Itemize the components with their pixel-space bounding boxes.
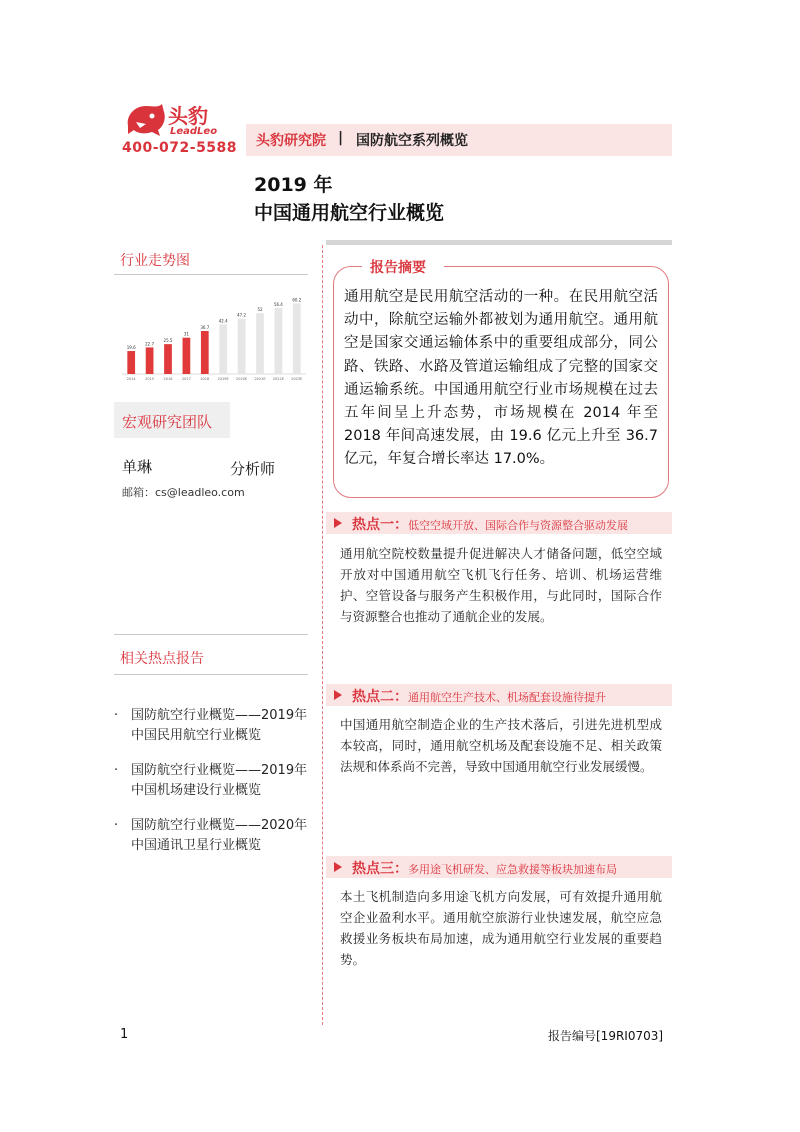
bullet-icon: ·	[114, 708, 119, 723]
chart-tick-label: 2016	[163, 377, 173, 381]
chart-bar	[219, 324, 227, 374]
chart-tick-label: 2019E	[217, 377, 229, 381]
chart-bar	[164, 344, 172, 374]
chart-data-label: 56.4	[273, 301, 283, 307]
chart-data-label: 31	[183, 331, 189, 337]
related-heading-rule	[114, 674, 308, 675]
chart-tick-label: 2021E	[254, 377, 266, 381]
hot-point-2-header	[326, 684, 672, 706]
related-report-item[interactable]	[114, 816, 314, 856]
hot-point-2-text: 中国通用航空制造企业的生产技术落后，引进先进机型成本较高，同时，通用航空机场及配套设施不足、相关政策法规和体系尚不完善，导致中国通用航空行业发展缓慢。	[340, 717, 662, 774]
hot-point-3-text: 本土飞机制造向多用途飞机方向发展，可有效提升通用航空企业盈利水平。通用航空旅游行业快速发展，航空应急救援业务板块布局加速，成为通用航空行业发展的重要趋势。	[340, 889, 662, 967]
analyst-email[interactable]: 邮箱：cs@leadleo.com	[122, 486, 245, 499]
chart-bar	[238, 319, 246, 374]
chart-tick-label: 2015	[145, 377, 155, 381]
hot-point-1-text: 通用航空院校数量提升促进解决人才储备问题，低空空域开放对中国通用航空飞机飞行任务、培训、机场运营维护、空管设备与服务产生积极作用，与此同时，国际合作与资源整合也推动了通航企业的发展。	[340, 546, 662, 624]
chart-bar	[127, 351, 135, 374]
chart-tick-label: 2023E	[291, 377, 303, 381]
column-divider	[322, 245, 323, 1025]
hot-point-1-subtitle: 低空空域开放、国际合作与资源整合驱动发展	[408, 519, 628, 532]
title-divider	[326, 240, 672, 245]
chart-bar	[256, 313, 264, 374]
report-title-year: 2019 年	[254, 174, 333, 196]
hot-point-2-subtitle: 通用航空生产技术、机场配套设施待提升	[408, 691, 606, 704]
org-name: 头豹研究院	[256, 133, 326, 149]
related-heading: 相关热点报告	[120, 651, 204, 667]
logo-english-text: LeadLeo	[170, 126, 218, 137]
chart-data-label: 52	[257, 307, 263, 313]
hot-point-1-label: 热点一：	[352, 517, 408, 533]
chevron-icon	[332, 689, 344, 701]
page-number: 1	[120, 1027, 129, 1042]
hot-point-1-header	[326, 512, 672, 534]
chart-data-label: 36.7	[200, 325, 210, 331]
related-report-item[interactable]	[114, 761, 314, 801]
chart-bar	[146, 347, 154, 374]
summary-text: 通用航空是民用航空活动的一种。在民用航空活动中，除航空运输外都被划为通用航空。通用航空是国家交通运输体系中的重要组成部分，同公路、铁路、水路及管道运输组成了完整的国家交通运输系统。中国通用航空行业市场规模在过去五年间呈上升态势，市场规模在 2014 年至 2018 年间高速发展，由 19.6 亿元上升至 36.7 亿元，年复合增长率达 17.0%。	[344, 289, 658, 468]
related-report-title[interactable]: 国防航空行业概览——2019年中国机场建设行业概览	[131, 763, 308, 798]
hot-point-2-label: 热点二：	[352, 689, 408, 705]
related-top-rule	[114, 634, 308, 635]
chart-bar	[275, 308, 283, 374]
chart-data-label: 42.4	[218, 318, 228, 324]
leadleo-logo-icon	[122, 100, 168, 140]
chart-data-label: 22.7	[145, 341, 155, 347]
chart-tick-label: 2022E	[272, 377, 284, 381]
hot-point-3-label: 热点三：	[352, 861, 408, 877]
summary-tag: 报告摘要	[370, 260, 426, 276]
chart-data-label: 25.5	[163, 338, 173, 344]
chart-tick-label: 2018	[200, 377, 210, 381]
chart-bar	[183, 338, 191, 374]
chart-data-label: 19.6	[126, 345, 136, 351]
chart-tick-label: 2014	[126, 377, 136, 381]
related-report-list	[114, 706, 314, 871]
report-title: 中国通用航空行业概览	[254, 202, 445, 224]
chevron-icon	[332, 861, 344, 873]
related-report-title[interactable]: 国防航空行业概览——2020年中国通讯卫星行业概览	[131, 818, 308, 853]
bullet-icon: ·	[114, 818, 119, 833]
hot-point-3-subtitle: 多用途飞机研发、应急救援等板块加速布局	[408, 863, 617, 876]
chart-bar	[293, 303, 301, 374]
trend-chart-thumbnail	[114, 284, 314, 394]
phone-number: 400-072-5588	[122, 140, 238, 156]
analyst-role: 分析师	[230, 460, 276, 478]
bullet-icon: ·	[114, 763, 119, 778]
trend-heading: 行业走势图	[120, 253, 190, 269]
chart-data-label: 60.2	[292, 297, 302, 303]
chart-tick-label: 2017	[181, 377, 191, 381]
series-name: 国防航空系列概览	[356, 133, 468, 149]
related-report-item[interactable]	[114, 706, 314, 746]
banner-separator: |	[338, 130, 344, 146]
logo-chinese-text: 头豹	[168, 104, 208, 128]
chart-tick-label: 2020E	[236, 377, 248, 381]
hot-point-3-header	[326, 856, 672, 878]
analyst-name: 单琳	[122, 458, 153, 476]
chart-data-label: 47.2	[237, 312, 247, 318]
team-heading: 宏观研究团队	[122, 413, 213, 431]
trend-heading-rule	[114, 274, 308, 275]
chevron-icon	[332, 517, 344, 529]
related-report-title[interactable]: 国防航空行业概览——2019年中国民用航空行业概览	[131, 708, 308, 743]
report-number: 报告编号[19RI0703]	[548, 1029, 664, 1043]
chart-bar	[201, 331, 209, 374]
